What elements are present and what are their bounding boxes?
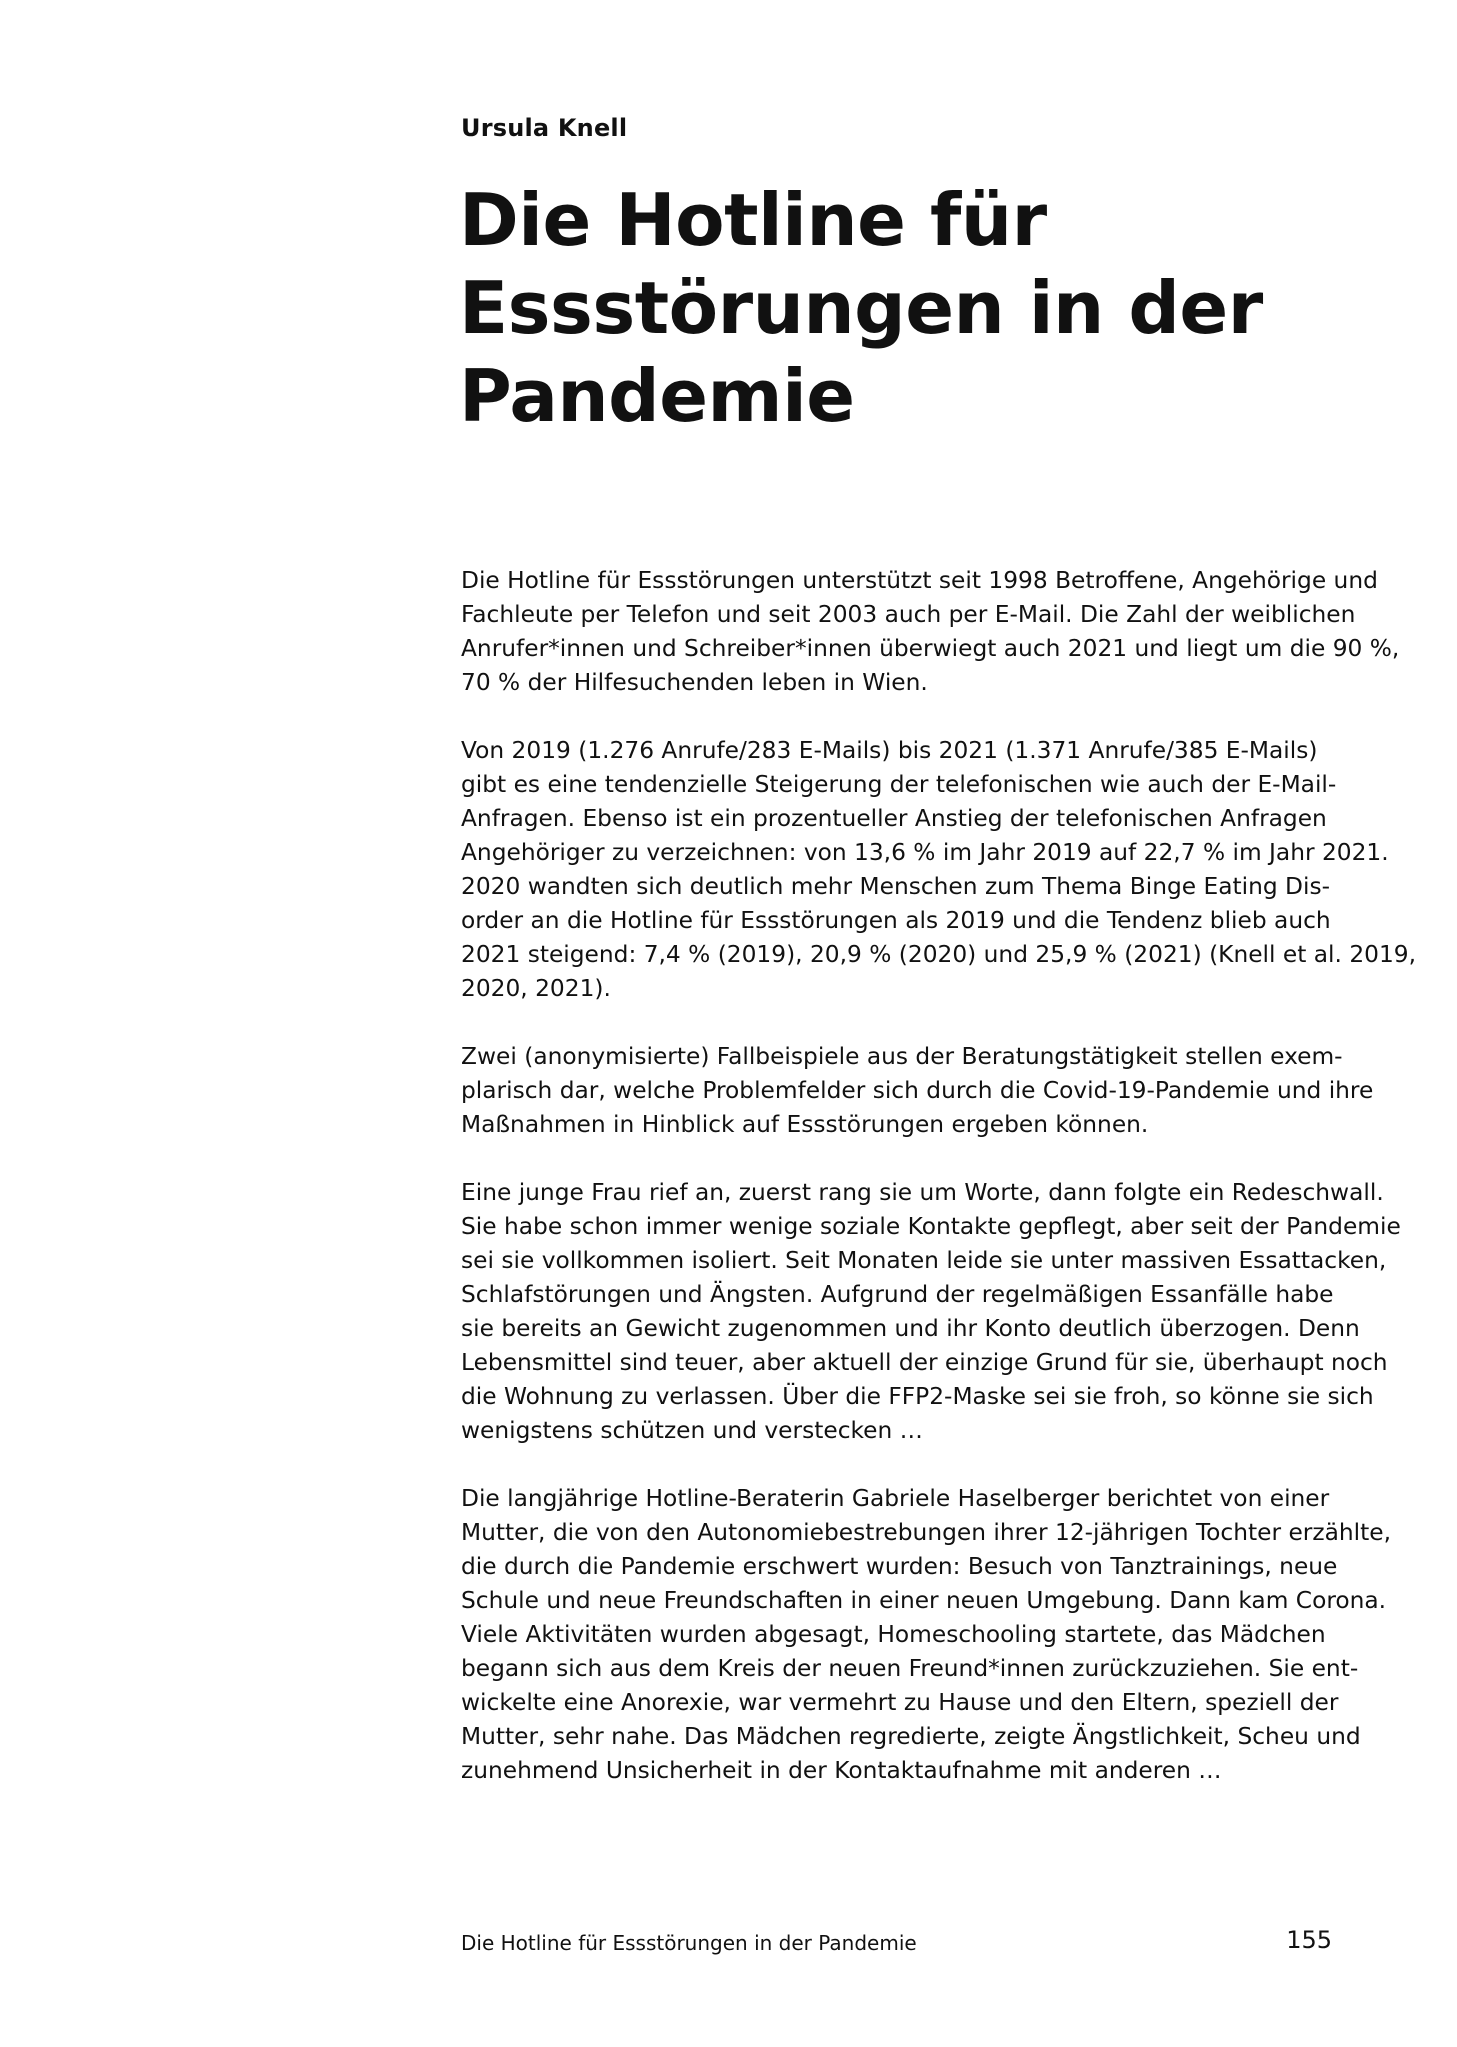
text-line: Schlafstörungen und Ängsten. Aufgrund der regelmäßigen Essanfälle habe [461, 1281, 1334, 1308]
title-line: Pandemie [459, 354, 855, 438]
paragraph-3 [461, 1040, 1374, 1142]
text-line: Mutter, die von den Autonomiebestrebungen ihrer 12-jährigen Tochter erzählte, [461, 1519, 1391, 1546]
text-line: Angehöriger zu verzeichnen: von 13,6 % im Jahr 2019 auf 22,7 % im Jahr 2021. [461, 839, 1389, 866]
paragraph-2 [461, 734, 1417, 1006]
text-line: 2021 steigend: 7,4 % (2019), 20,9 % (2020) und 25,9 % (2021) (Knell et al. 2019, [461, 941, 1417, 968]
text-line: 2020 wandten sich deutlich mehr Menschen zum Thema Binge Eating Dis- [461, 873, 1331, 900]
text-line: order an die Hotline für Essstörungen als 2019 und die Tendenz blieb auch [461, 907, 1331, 934]
running-footer-title: Die Hotline für Essstörungen in der Pandemie [461, 1931, 917, 1955]
text-line: Sie habe schon immer wenige soziale Kontakte gepflegt, aber seit der Pandemie [461, 1213, 1401, 1240]
text-line: Anfragen. Ebenso ist ein prozentueller Anstieg der telefonischen Anfragen [461, 805, 1327, 832]
text-line: sie bereits an Gewicht zugenommen und ihr Konto deutlich überzogen. Denn [461, 1315, 1360, 1342]
text-line: die Wohnung zu verlassen. Über die FFP2-Maske sei sie froh, so könne sie sich [461, 1383, 1374, 1410]
text-line: begann sich aus dem Kreis der neuen Freund*innen zurückzuziehen. Sie ent- [461, 1655, 1359, 1682]
text-line: plarisch dar, welche Problemfelder sich durch die Covid-19-Pandemie und ihre [461, 1077, 1374, 1104]
text-line: Die langjährige Hotline-Beraterin Gabriele Haselberger berichtet von einer [461, 1485, 1330, 1512]
text-line: Anrufer*innen und Schreiber*innen überwiegt auch 2021 und liegt um die 90 %, [461, 635, 1400, 662]
article-title [459, 176, 1399, 440]
title-line: Essstörungen in der [459, 266, 1263, 350]
text-line: gibt es eine tendenzielle Steigerung der telefonischen wie auch der E-Mail- [461, 771, 1337, 798]
text-line: Fachleute per Telefon und seit 2003 auch per E-Mail. Die Zahl der weiblichen [461, 601, 1356, 628]
text-line: 70 % der Hilfesuchenden leben in Wien. [461, 669, 928, 696]
text-line: Lebensmittel sind teuer, aber aktuell der einzige Grund für sie, überhaupt noch [461, 1349, 1388, 1376]
paragraph-1 [461, 564, 1400, 700]
article-body [461, 564, 1417, 1822]
text-line: zunehmend Unsicherheit in der Kontaktaufnahme mit anderen … [461, 1757, 1222, 1784]
text-line: sei sie vollkommen isoliert. Seit Monaten leide sie unter massiven Essattacken, [461, 1247, 1387, 1274]
text-line: Maßnahmen in Hinblick auf Essstörungen ergeben können. [461, 1111, 1149, 1138]
author-name: Ursula Knell [461, 114, 628, 142]
text-line: Eine junge Frau rief an, zuerst rang sie um Worte, dann folgte ein Redeschwall. [461, 1179, 1384, 1206]
text-line: Viele Aktivitäten wurden abgesagt, Homeschooling startete, das Mädchen [461, 1621, 1326, 1648]
paragraph-4 [461, 1176, 1401, 1448]
text-line: wickelte eine Anorexie, war vermehrt zu Hause und den Eltern, speziell der [461, 1689, 1339, 1716]
text-line: Zwei (anonymisierte) Fallbeispiele aus der Beratungstätigkeit stellen exem- [461, 1043, 1343, 1070]
text-line: die durch die Pandemie erschwert wurden: Besuch von Tanztrainings, neue [461, 1553, 1338, 1580]
title-line: Die Hotline für [459, 178, 1047, 262]
paragraph-5 [461, 1482, 1391, 1788]
text-line: Mutter, sehr nahe. Das Mädchen regredierte, zeigte Ängstlichkeit, Scheu und [461, 1723, 1361, 1750]
page-number: 155 [1286, 1926, 1332, 1954]
text-line: wenigstens schützen und verstecken … [461, 1417, 923, 1444]
text-line: 2020, 2021). [461, 975, 611, 1002]
text-line: Schule und neue Freundschaften in einer neuen Umgebung. Dann kam Corona. [461, 1587, 1387, 1614]
text-line: Die Hotline für Essstörungen unterstützt seit 1998 Betroffene, Angehörige und [461, 567, 1378, 594]
text-line: Von 2019 (1.276 Anrufe/283 E-Mails) bis 2021 (1.371 Anrufe/385 E-Mails) [461, 737, 1318, 764]
